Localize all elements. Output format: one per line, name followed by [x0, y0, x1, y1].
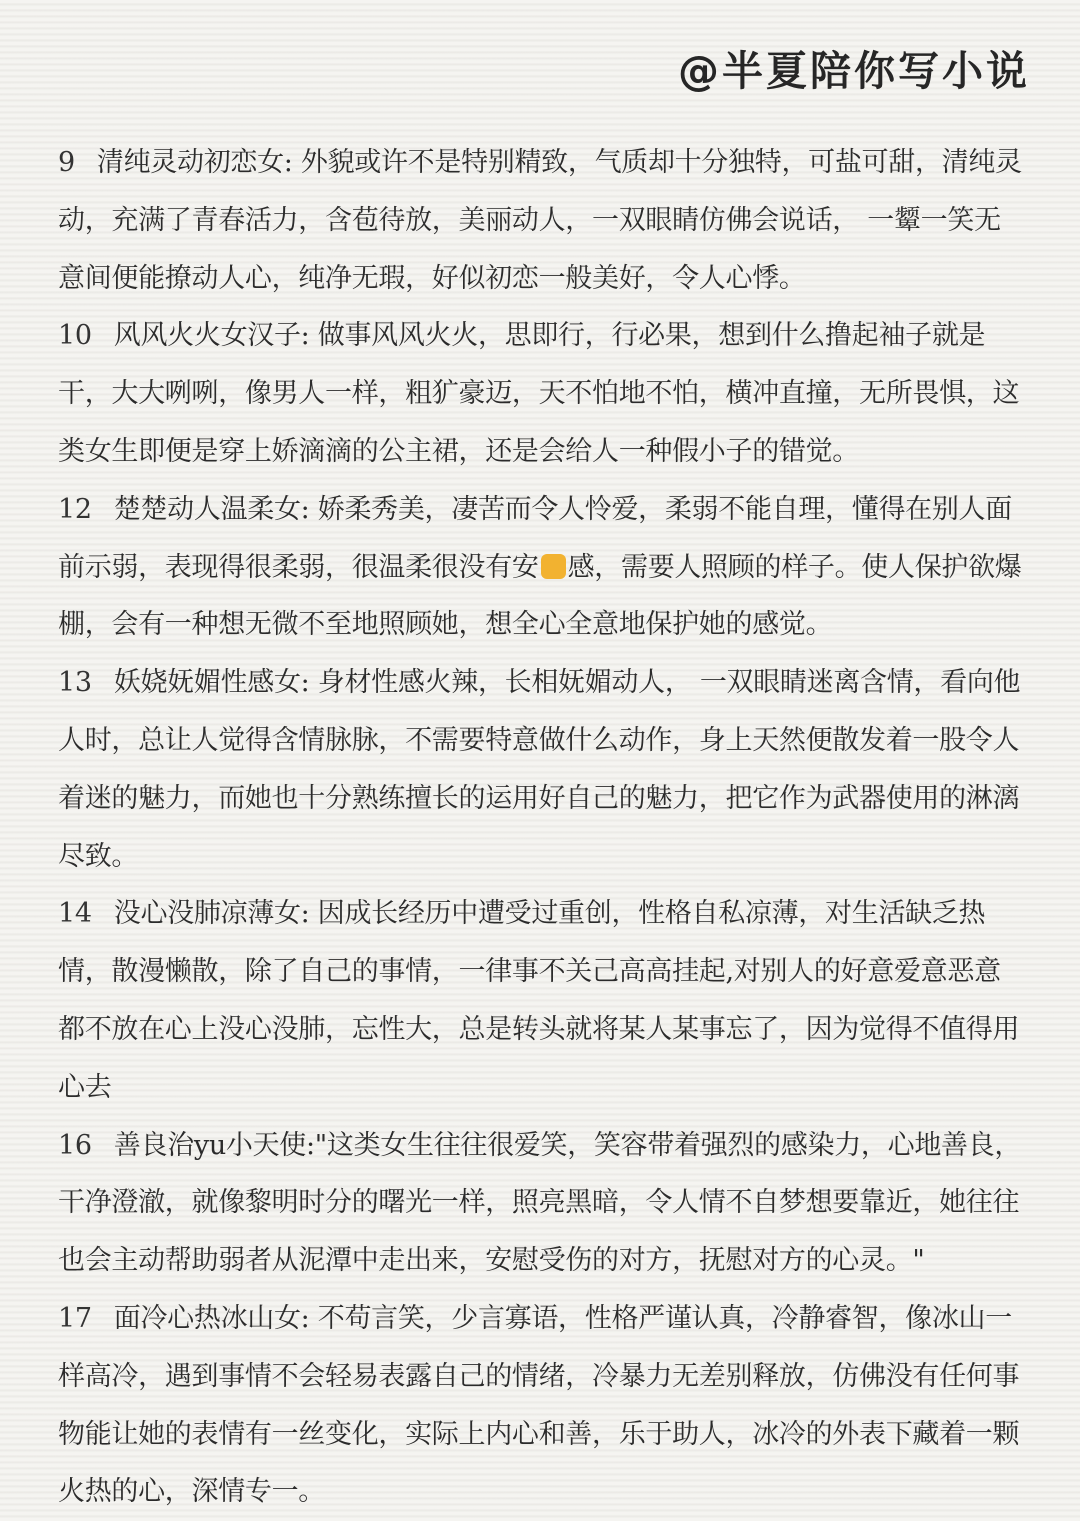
author-watermark: @半夏陪你写小说 [678, 47, 1030, 95]
item-text: 善良治yu小天使:"这类女生往往很爱笑，笑容带着强烈的感染力，心地善良，干净澄澈，就像黎明时分的曙光一样，照亮黑暗，令人情不自梦想要靠近，她往往也会主动帮助弱者从泥潭中走出来，安慰受伤的对方，抚慰对方的心灵。" [58, 1129, 1022, 1277]
list-item [58, 134, 1026, 307]
item-number: 17 [58, 1302, 92, 1334]
list-item [58, 654, 1026, 885]
item-text-after: 感，需要人照顾的样子。使人保护欲爆棚，会有一种想无微不至地照顾她，想全心全意地保护她的感觉。 [58, 551, 1022, 641]
list-item [58, 1290, 1026, 1521]
item-number: 10 [58, 320, 92, 352]
item-text: 风风火火女汉子: 做事风风火火，思即行，行必果，想到什么撸起袖子就是干，大大咧咧，像男人一样，粗犷豪迈，天不怕地不怕，横冲直撞，无所畏惧，这类女生即便是穿上娇滴滴的公主裙，还是会给人一种假小子的错觉。 [58, 320, 1020, 467]
item-number: 16 [58, 1129, 92, 1161]
item-text: 清纯灵动初恋女: 外貌或许不是特别精致，气质却十分独特，可盐可甜，清纯灵动，充满了青春活力，含苞待放，美丽动人，一双眼睛仿佛会说话， 一颦一笑无意间便能撩动人心，纯净无瑕，好似初恋一般美好，令人心悸。 [58, 147, 1022, 294]
item-text-before: 楚楚动人温柔女: 娇柔秀美，凄苦而令人怜爱，柔弱不能自理，懂得在别人面前示弱，表现得很柔弱，很温柔很没有安 [58, 493, 1012, 583]
list-item [58, 307, 1026, 480]
item-text: 没心没肺凉薄女: 因成长经历中遭受过重创，性格自私凉薄，对生活缺乏热情，散漫懒散，除了自己的事情，一律事不关己高高挂起,对别人的好意爱意恶意都不放在心上没心没肺，忘性大，总是转头就将某人某事忘了，因为觉得不值得用心去 [58, 898, 1020, 1103]
raised-fist-icon [541, 554, 566, 579]
item-number: 12 [58, 493, 92, 525]
list-item [58, 1117, 1026, 1290]
item-number: 13 [58, 667, 92, 699]
item-text: 妖娆妩媚性感女: 身材性感火辣，长相妩媚动人， 一双眼睛迷离含情，看向他人时，总让人觉得含情脉脉，不需要特意做什么动作，身上天然便散发着一股令人着迷的魅力，而她也十分熟练擅长的运用好自己的魅力，把它作为武器使用的淋漓尽致。 [58, 667, 1021, 872]
list-item [58, 885, 1026, 1116]
item-text: 面冷心热冰山女: 不苟言笑，少言寡语，性格严谨认真，冷静睿智，像冰山一样高冷，遇到事情不会轻易表露自己的情绪，冷暴力无差别释放，仿佛没有任何事物能让她的表情有一丝变化，实际上内心和善，乐于助人，冰冷的外表下藏着一颗火热的心，深情专一。 [58, 1302, 1020, 1508]
item-number: 14 [58, 898, 92, 930]
character-type-list [58, 134, 1026, 1521]
item-number: 9 [58, 147, 75, 178]
list-item [58, 481, 1026, 654]
